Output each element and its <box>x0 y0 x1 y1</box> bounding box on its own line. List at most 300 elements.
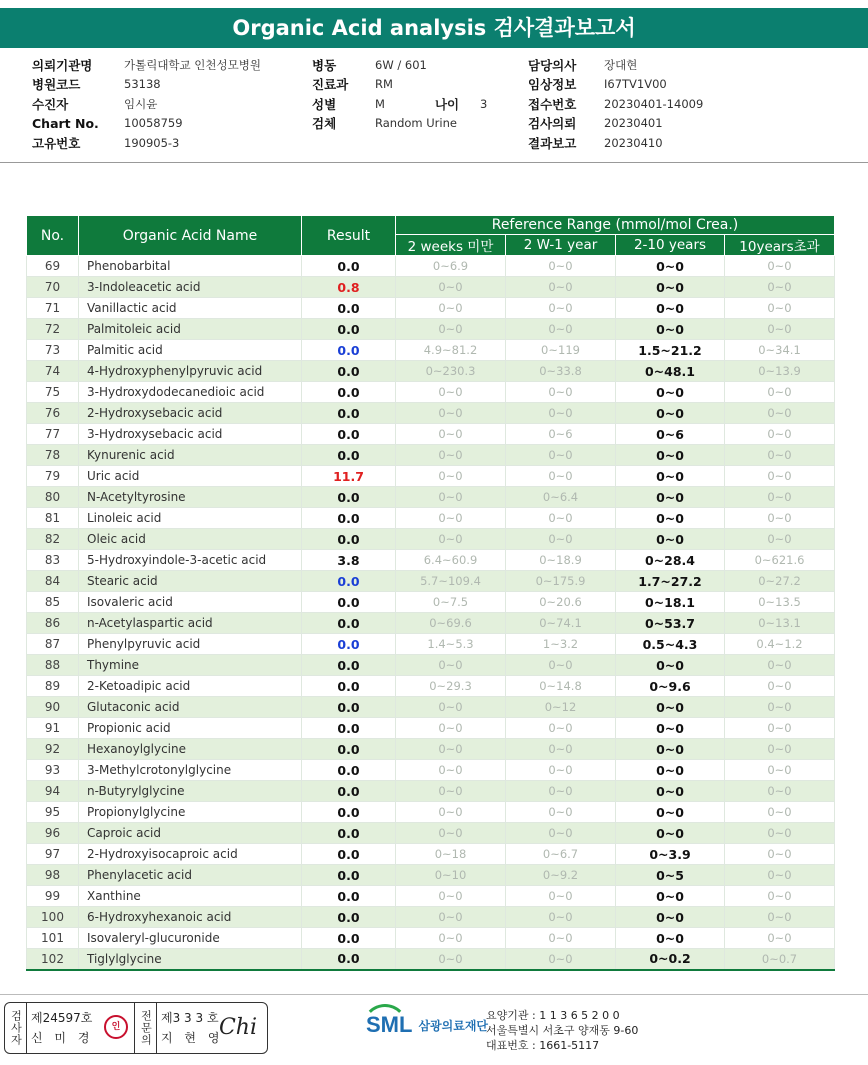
ref-2weeks: 0~69.6 <box>396 613 506 634</box>
lab-code: 요양기관 : 1 1 3 6 5 2 0 0 <box>486 1009 620 1022</box>
acid-name: Stearic acid <box>79 571 302 592</box>
dept-label: 진료과 <box>312 77 349 93</box>
examiner-license: 제24597호 <box>31 1011 93 1025</box>
table-row <box>27 319 835 340</box>
result-value: 0.0 <box>302 907 396 928</box>
lab-address: 서울특별시 서초구 양재동 9-60 <box>486 1024 639 1037</box>
ref-2w-1year: 0~0 <box>506 739 616 760</box>
acid-name: Propionylglycine <box>79 802 302 823</box>
ref-2weeks: 0~10 <box>396 865 506 886</box>
result-value: 0.0 <box>302 928 396 949</box>
examiner-label: 검사자 <box>9 1010 23 1046</box>
acid-name: Phenobarbital <box>79 256 302 277</box>
report-date-label: 결과보고 <box>528 135 577 151</box>
ref-2weeks: 0~0 <box>396 487 506 508</box>
request-label: 검사의뢰 <box>528 116 577 132</box>
table-row <box>27 655 835 676</box>
sml-logo-icon: SML <box>366 1012 413 1037</box>
ref-2w-1year: 0~12 <box>506 697 616 718</box>
col-header-reference: Reference Range (mmol/mol Crea.) <box>396 216 835 235</box>
ref-2-10years: 0~0 <box>616 529 725 550</box>
ref-over10years: 0~0 <box>725 298 835 319</box>
col-header-result: Result <box>302 216 396 256</box>
acid-name: Linoleic acid <box>79 508 302 529</box>
ref-2weeks: 0~0 <box>396 298 506 319</box>
result-value: 0.0 <box>302 865 396 886</box>
acid-name: Caproic acid <box>79 823 302 844</box>
ref-over10years: 0~0 <box>725 907 835 928</box>
acid-name: 2-Ketoadipic acid <box>79 676 302 697</box>
table-row <box>27 886 835 907</box>
table-row <box>27 487 835 508</box>
ref-2weeks: 0~0 <box>396 319 506 340</box>
ref-2w-1year: 0~0 <box>506 718 616 739</box>
row-number: 98 <box>27 865 79 886</box>
acid-name: 3-Hydroxydodecanedioic acid <box>79 382 302 403</box>
specimen-label: 검체 <box>312 116 337 132</box>
code-value: 53138 <box>124 77 161 92</box>
specialist-cell <box>157 1003 265 1053</box>
ref-2w-1year: 0~0 <box>506 298 616 319</box>
company-name: 삼광의료재단 <box>418 1018 489 1033</box>
ref-2weeks: 0~0 <box>396 466 506 487</box>
ref-2weeks: 0~0 <box>396 529 506 550</box>
result-value: 0.0 <box>302 886 396 907</box>
ref-2w-1year: 0~0 <box>506 277 616 298</box>
ref-over10years: 0~0 <box>725 487 835 508</box>
row-number: 86 <box>27 613 79 634</box>
clinical-value: I67TV1V00 <box>604 77 667 92</box>
ref-over10years: 0~621.6 <box>725 550 835 571</box>
lab-info <box>486 1008 638 1053</box>
col-header-no: No. <box>27 216 79 256</box>
ref-2-10years: 0~0 <box>616 445 725 466</box>
ref-2w-1year: 0~0 <box>506 256 616 277</box>
row-number: 94 <box>27 781 79 802</box>
ref-over10years: 0~0 <box>725 319 835 340</box>
row-number: 71 <box>27 298 79 319</box>
ref-over10years: 0~0 <box>725 445 835 466</box>
ref-2w-1year: 0~0 <box>506 760 616 781</box>
ref-2weeks: 0~0 <box>396 424 506 445</box>
ref-over10years: 0~0 <box>725 424 835 445</box>
acid-name: n-Acetylaspartic acid <box>79 613 302 634</box>
examiner-vertical-label <box>5 1003 27 1053</box>
ref-2w-1year: 0~33.8 <box>506 361 616 382</box>
ward-value: 6W / 601 <box>375 57 427 72</box>
result-value: 3.8 <box>302 550 396 571</box>
result-value: 0.0 <box>302 256 396 277</box>
ref-2w-1year: 0~0 <box>506 949 616 970</box>
result-value: 0.0 <box>302 382 396 403</box>
table-row <box>27 802 835 823</box>
row-number: 93 <box>27 760 79 781</box>
result-value: 0.0 <box>302 403 396 424</box>
acid-name: Propionic acid <box>79 718 302 739</box>
specialist-name: 지 현 영 <box>161 1031 224 1045</box>
row-number: 73 <box>27 340 79 361</box>
ref-2weeks: 0~0 <box>396 382 506 403</box>
col-header-age4: 10years초과 <box>725 235 835 256</box>
ref-2-10years: 0~0 <box>616 697 725 718</box>
ref-2weeks: 0~7.5 <box>396 592 506 613</box>
ref-2w-1year: 0~119 <box>506 340 616 361</box>
ref-2w-1year: 0~0 <box>506 907 616 928</box>
ref-2-10years: 0~0 <box>616 277 725 298</box>
ref-2w-1year: 0~0 <box>506 382 616 403</box>
row-number: 80 <box>27 487 79 508</box>
table-row <box>27 445 835 466</box>
ref-2-10years: 0~0 <box>616 739 725 760</box>
ref-over10years: 0~0 <box>725 760 835 781</box>
ref-over10years: 0~0 <box>725 697 835 718</box>
ref-over10years: 0~0 <box>725 739 835 760</box>
ref-2-10years: 0~0 <box>616 760 725 781</box>
hospital-value: 가톨릭대학교 인천성모병원 <box>124 57 261 72</box>
result-value: 0.0 <box>302 676 396 697</box>
ref-2weeks: 0~0 <box>396 823 506 844</box>
table-row <box>27 256 835 277</box>
acid-name: Palmitic acid <box>79 340 302 361</box>
ref-2-10years: 0~28.4 <box>616 550 725 571</box>
acid-name: Kynurenic acid <box>79 445 302 466</box>
ref-2weeks: 0~0 <box>396 802 506 823</box>
result-value: 0.0 <box>302 802 396 823</box>
result-value: 0.0 <box>302 718 396 739</box>
acid-name: 3-Hydroxysebacic acid <box>79 424 302 445</box>
ref-over10years: 0~0 <box>725 676 835 697</box>
ref-2w-1year: 0~175.9 <box>506 571 616 592</box>
table-row <box>27 529 835 550</box>
hospital-label: 의뢰기관명 <box>32 57 93 73</box>
ref-2weeks: 0~0 <box>396 697 506 718</box>
result-value: 0.0 <box>302 781 396 802</box>
acid-name: 2-Hydroxysebacic acid <box>79 403 302 424</box>
row-number: 79 <box>27 466 79 487</box>
ref-2-10years: 0~0 <box>616 403 725 424</box>
results-table <box>26 215 835 971</box>
result-value: 0.0 <box>302 634 396 655</box>
ref-over10years: 0~0 <box>725 802 835 823</box>
ref-2-10years: 0~0 <box>616 823 725 844</box>
clinical-label: 임상정보 <box>528 77 577 93</box>
doctor-value: 장대현 <box>604 57 638 72</box>
examiner-name: 신 미 경 <box>31 1031 94 1045</box>
ref-2-10years: 0~53.7 <box>616 613 725 634</box>
acid-name: Vanillactic acid <box>79 298 302 319</box>
ref-2w-1year: 0~0 <box>506 445 616 466</box>
result-value: 0.0 <box>302 949 396 970</box>
ref-over10years: 0~34.1 <box>725 340 835 361</box>
ref-2-10years: 0~0.2 <box>616 949 725 970</box>
table-row <box>27 634 835 655</box>
age-label: 나이 <box>434 96 460 112</box>
table-row <box>27 361 835 382</box>
result-value: 0.0 <box>302 529 396 550</box>
ref-over10years: 0~0 <box>725 529 835 550</box>
acid-name: 5-Hydroxyindole-3-acetic acid <box>79 550 302 571</box>
table-row <box>27 508 835 529</box>
ref-2-10years: 0~0 <box>616 487 725 508</box>
ref-over10years: 0~0 <box>725 382 835 403</box>
row-number: 97 <box>27 844 79 865</box>
result-value: 0.0 <box>302 508 396 529</box>
ref-over10years: 0~0 <box>725 277 835 298</box>
ref-over10years: 0~0 <box>725 655 835 676</box>
row-number: 92 <box>27 739 79 760</box>
company-logo <box>366 1012 488 1038</box>
ref-2-10years: 0~0 <box>616 466 725 487</box>
result-value: 0.0 <box>302 739 396 760</box>
table-row <box>27 466 835 487</box>
ref-over10years: 0~27.2 <box>725 571 835 592</box>
result-value: 0.0 <box>302 319 396 340</box>
table-row <box>27 613 835 634</box>
table-row <box>27 718 835 739</box>
ref-2weeks: 0~0 <box>396 907 506 928</box>
ref-2weeks: 0~0 <box>396 760 506 781</box>
acid-name: Uric acid <box>79 466 302 487</box>
ref-2-10years: 0~0 <box>616 718 725 739</box>
acid-name: Phenylacetic acid <box>79 865 302 886</box>
ref-2weeks: 0~230.3 <box>396 361 506 382</box>
ref-over10years: 0~0 <box>725 466 835 487</box>
ref-over10years: 0~0 <box>725 823 835 844</box>
acid-name: Thymine <box>79 655 302 676</box>
footer-divider <box>0 994 868 995</box>
sex-value: M <box>375 96 385 111</box>
receipt-value: 20230401-14009 <box>604 96 704 111</box>
ref-2weeks: 0~0 <box>396 928 506 949</box>
chart-value: 10058759 <box>124 116 183 131</box>
report-title: Organic Acid analysis 검사결과보고서 <box>0 8 868 48</box>
table-row <box>27 760 835 781</box>
result-value: 0.0 <box>302 697 396 718</box>
acid-name: Palmitoleic acid <box>79 319 302 340</box>
row-number: 72 <box>27 319 79 340</box>
ref-2weeks: 0~18 <box>396 844 506 865</box>
ref-2-10years: 0~9.6 <box>616 676 725 697</box>
ref-2w-1year: 0~0 <box>506 319 616 340</box>
ref-2-10years: 1.7~27.2 <box>616 571 725 592</box>
ref-2-10years: 0~3.9 <box>616 844 725 865</box>
ref-2-10years: 0~0 <box>616 802 725 823</box>
result-value: 0.0 <box>302 340 396 361</box>
result-value: 0.0 <box>302 760 396 781</box>
ref-2-10years: 0~0 <box>616 319 725 340</box>
acid-name: 4-Hydroxyphenylpyruvic acid <box>79 361 302 382</box>
acid-name: 6-Hydroxyhexanoic acid <box>79 907 302 928</box>
ref-over10years: 0~0 <box>725 718 835 739</box>
code-label: 병원코드 <box>32 77 81 93</box>
receipt-label: 접수번호 <box>528 96 577 112</box>
col-header-age3: 2-10 years <box>616 235 725 256</box>
table-row <box>27 781 835 802</box>
ref-2w-1year: 0~0 <box>506 781 616 802</box>
ref-2w-1year: 0~0 <box>506 508 616 529</box>
chart-label: Chart No. <box>32 115 99 131</box>
results-table-body <box>27 256 835 970</box>
info-column-right <box>528 55 703 153</box>
ref-over10years: 0~13.9 <box>725 361 835 382</box>
ref-over10years: 0~0.7 <box>725 949 835 970</box>
ref-over10years: 0~0 <box>725 508 835 529</box>
ref-2w-1year: 0~9.2 <box>506 865 616 886</box>
ref-2weeks: 0~0 <box>396 403 506 424</box>
unique-label: 고유번호 <box>32 135 81 151</box>
row-number: 84 <box>27 571 79 592</box>
ref-2w-1year: 0~0 <box>506 823 616 844</box>
specialist-label: 전문의 <box>139 1010 153 1046</box>
ref-2w-1year: 0~6.4 <box>506 487 616 508</box>
row-number: 83 <box>27 550 79 571</box>
result-value: 0.0 <box>302 298 396 319</box>
acid-name: Oleic acid <box>79 529 302 550</box>
acid-name: Isovaleryl-glucuronide <box>79 928 302 949</box>
specimen-value: Random Urine <box>375 116 457 131</box>
ref-2weeks: 0~0 <box>396 949 506 970</box>
table-row <box>27 571 835 592</box>
ref-2-10years: 0~18.1 <box>616 592 725 613</box>
ref-2-10years: 0~5 <box>616 865 725 886</box>
ref-over10years: 0~13.5 <box>725 592 835 613</box>
row-number: 76 <box>27 403 79 424</box>
patient-label: 수진자 <box>32 96 69 112</box>
ref-over10years: 0~0 <box>725 844 835 865</box>
acid-name: N-Acetyltyrosine <box>79 487 302 508</box>
col-header-name: Organic Acid Name <box>79 216 302 256</box>
ref-2-10years: 1.5~21.2 <box>616 340 725 361</box>
result-value: 0.0 <box>302 823 396 844</box>
row-number: 74 <box>27 361 79 382</box>
ref-2w-1year: 0~6.7 <box>506 844 616 865</box>
row-number: 90 <box>27 697 79 718</box>
table-row <box>27 382 835 403</box>
ref-2-10years: 0~48.1 <box>616 361 725 382</box>
ref-2w-1year: 0~0 <box>506 928 616 949</box>
col-header-age1: 2 weeks 미만 <box>396 235 506 256</box>
table-row <box>27 340 835 361</box>
table-row <box>27 403 835 424</box>
dept-value: RM <box>375 77 393 92</box>
lab-phone: 대표번호 : 1661-5117 <box>486 1039 600 1052</box>
table-row <box>27 550 835 571</box>
row-number: 100 <box>27 907 79 928</box>
table-row <box>27 424 835 445</box>
ref-over10years: 0~13.1 <box>725 613 835 634</box>
table-row <box>27 823 835 844</box>
unique-value: 190905-3 <box>124 135 180 150</box>
row-number: 77 <box>27 424 79 445</box>
ref-2w-1year: 1~3.2 <box>506 634 616 655</box>
acid-name: Isovaleric acid <box>79 592 302 613</box>
result-value: 0.0 <box>302 361 396 382</box>
table-row <box>27 844 835 865</box>
info-column-middle <box>312 55 487 133</box>
ref-2-10years: 0~0 <box>616 781 725 802</box>
doctor-label: 담당의사 <box>528 57 577 73</box>
signature-icon: Chi <box>218 1015 257 1040</box>
ref-2-10years: 0~0 <box>616 298 725 319</box>
ref-over10years: 0.4~1.2 <box>725 634 835 655</box>
row-number: 102 <box>27 949 79 970</box>
signature-box <box>4 1002 268 1054</box>
ref-2weeks: 0~6.9 <box>396 256 506 277</box>
result-value: 11.7 <box>302 466 396 487</box>
ref-2-10years: 0~0 <box>616 655 725 676</box>
row-number: 95 <box>27 802 79 823</box>
ref-2w-1year: 0~0 <box>506 403 616 424</box>
row-number: 78 <box>27 445 79 466</box>
patient-value: 임시윤 <box>124 96 158 111</box>
col-header-age2: 2 W-1 year <box>506 235 616 256</box>
result-value: 0.0 <box>302 592 396 613</box>
row-number: 81 <box>27 508 79 529</box>
acid-name: Phenylpyruvic acid <box>79 634 302 655</box>
ref-2weeks: 0~29.3 <box>396 676 506 697</box>
acid-name: 2-Hydroxyisocaproic acid <box>79 844 302 865</box>
seal-stamp-icon: 인 <box>104 1015 128 1039</box>
report-date-value: 20230410 <box>604 135 663 150</box>
ref-over10years: 0~0 <box>725 781 835 802</box>
table-row <box>27 697 835 718</box>
ward-label: 병동 <box>312 57 337 73</box>
ref-2-10years: 0~6 <box>616 424 725 445</box>
table-row <box>27 739 835 760</box>
ref-2-10years: 0~0 <box>616 382 725 403</box>
ref-2weeks: 0~0 <box>396 718 506 739</box>
result-value: 0.0 <box>302 655 396 676</box>
specialist-license: 제3 3 3 호 <box>161 1011 219 1025</box>
ref-2weeks: 5.7~109.4 <box>396 571 506 592</box>
header-divider <box>0 162 868 163</box>
ref-over10years: 0~0 <box>725 928 835 949</box>
ref-2weeks: 0~0 <box>396 655 506 676</box>
ref-2w-1year: 0~0 <box>506 886 616 907</box>
result-value: 0.0 <box>302 844 396 865</box>
result-value: 0.8 <box>302 277 396 298</box>
ref-2w-1year: 0~0 <box>506 655 616 676</box>
table-row <box>27 277 835 298</box>
row-number: 96 <box>27 823 79 844</box>
row-number: 99 <box>27 886 79 907</box>
row-number: 69 <box>27 256 79 277</box>
row-number: 75 <box>27 382 79 403</box>
info-column-left <box>32 55 261 153</box>
row-number: 87 <box>27 634 79 655</box>
table-row <box>27 298 835 319</box>
ref-over10years: 0~0 <box>725 886 835 907</box>
request-value: 20230401 <box>604 116 663 131</box>
ref-2-10years: 0~0 <box>616 886 725 907</box>
result-value: 0.0 <box>302 445 396 466</box>
ref-over10years: 0~0 <box>725 865 835 886</box>
ref-2w-1year: 0~0 <box>506 802 616 823</box>
table-row <box>27 907 835 928</box>
ref-2w-1year: 0~20.6 <box>506 592 616 613</box>
row-number: 101 <box>27 928 79 949</box>
table-row <box>27 949 835 970</box>
row-number: 70 <box>27 277 79 298</box>
table-row <box>27 928 835 949</box>
row-number: 82 <box>27 529 79 550</box>
ref-2-10years: 0~0 <box>616 508 725 529</box>
ref-2w-1year: 0~74.1 <box>506 613 616 634</box>
ref-2weeks: 0~0 <box>396 886 506 907</box>
examiner-cell <box>27 1003 135 1053</box>
acid-name: Hexanoylglycine <box>79 739 302 760</box>
specialist-vertical-label <box>135 1003 157 1053</box>
